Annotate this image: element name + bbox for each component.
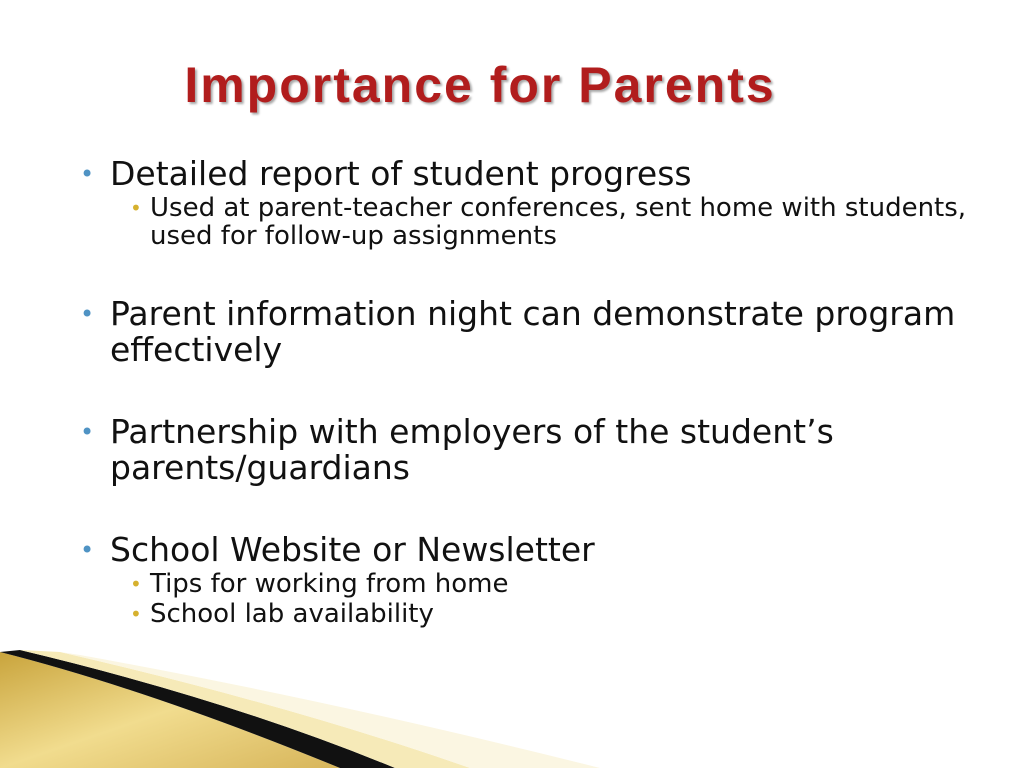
bullet-dot-icon: •: [80, 536, 95, 564]
sub-bullet-item: [110, 570, 978, 598]
bullet-text: School Website or Newsletter: [110, 530, 595, 569]
bullet-list: [78, 156, 978, 628]
bullet-item: [78, 532, 978, 628]
sub-bullet-text: Used at parent-teacher conferences, sent home with students, used for follow-up assignments: [150, 193, 967, 251]
slide-title: Importance for Parents: [184, 57, 776, 113]
bullet-dot-icon: •: [80, 300, 95, 328]
bullet-dot-icon: •: [80, 160, 95, 188]
sub-bullet-item: [110, 600, 978, 628]
sub-bullet-dot-icon: •: [130, 196, 142, 220]
sub-bullet-dot-icon: •: [130, 602, 142, 626]
bullet-text: Parent information night can demonstrate program effectively: [110, 294, 956, 369]
bullet-item: [78, 296, 978, 368]
sub-bullet-item: [110, 194, 978, 250]
sub-bullet-text: School lab availability: [150, 599, 434, 629]
bullet-item: [78, 156, 978, 250]
sub-bullet-text: Tips for working from home: [150, 569, 509, 599]
bullet-text: Partnership with employers of the student’s parents/guardians: [110, 412, 834, 487]
bullet-text: Detailed report of student progress: [110, 154, 692, 193]
bullet-dot-icon: •: [80, 418, 95, 446]
bullet-item: [78, 414, 978, 486]
sub-bullet-dot-icon: •: [130, 572, 142, 596]
